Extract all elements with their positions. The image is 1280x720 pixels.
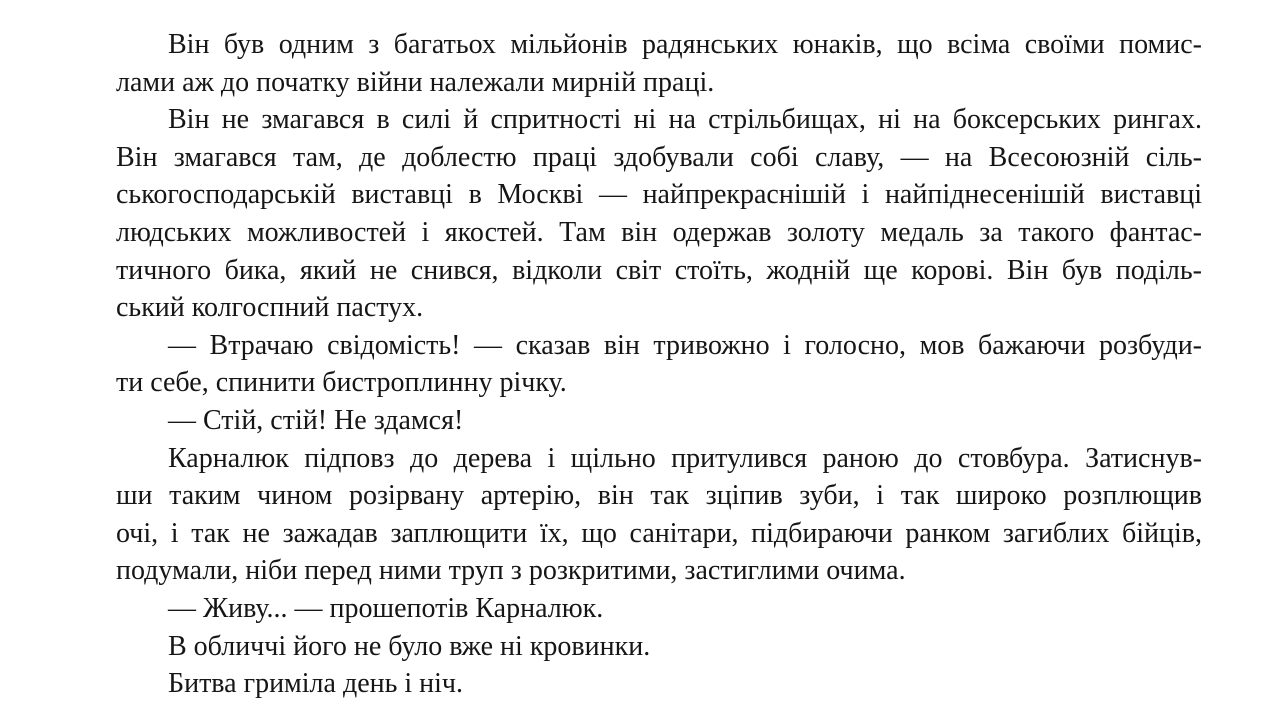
body-text bbox=[116, 26, 1202, 703]
text-line: ши таким чином розірвану артерію, він так зціпив зуби, і так широко розплющив bbox=[116, 480, 1202, 512]
text-line: Він змагався там, де доблестю праці здобували собі славу, — на Всесоюзній сіль- bbox=[116, 141, 1202, 173]
text-line: Битва гриміла день і ніч. bbox=[168, 668, 463, 700]
text-line: ти себе, спинити бистроплинну річку. bbox=[116, 367, 567, 399]
text-line: Він не змагався в силі й спритності ні на стрільбищах, ні на боксерських рингах. bbox=[168, 104, 1202, 136]
text-line: В обличчі його не було вже ні кровинки. bbox=[168, 630, 651, 662]
text-line: очі, і так не зажадав заплющити їх, що санітари, підбираючи ранком загиблих бійців, bbox=[116, 517, 1202, 549]
text-line: ськогосподарській виставці в Москві — найпрекраснішій і найпіднесенішій виставці bbox=[116, 179, 1202, 211]
text-line: подумали, ніби перед ними труп з розкритими, застиглими очима. bbox=[116, 555, 906, 587]
text-line: людських можливостей і якостей. Там він одержав золоту медаль за такого фантас- bbox=[116, 216, 1202, 248]
text-line: — Стій, стій! Не здамся! bbox=[168, 404, 464, 436]
text-line: — Живу... — прошепотів Карналюк. bbox=[168, 592, 604, 624]
text-line: — Втрачаю свідомість! — сказав він тривожно і голосно, мов бажаючи розбуди- bbox=[168, 329, 1202, 361]
text-line: Карналюк підповз до дерева і щільно притулився раною до стовбура. Затиснув- bbox=[168, 442, 1202, 474]
text-line: лами аж до початку війни належали мирній праці. bbox=[116, 66, 715, 98]
text-line: Він був одним з багатьох мільйонів радянських юнаків, що всіма своїми помис- bbox=[168, 29, 1202, 60]
text-line: ський колгоспний пастух. bbox=[116, 292, 424, 324]
text-line: тичного бика, який не снився, відколи світ стоїть, жодній ще корові. Він був поділь- bbox=[116, 254, 1202, 286]
